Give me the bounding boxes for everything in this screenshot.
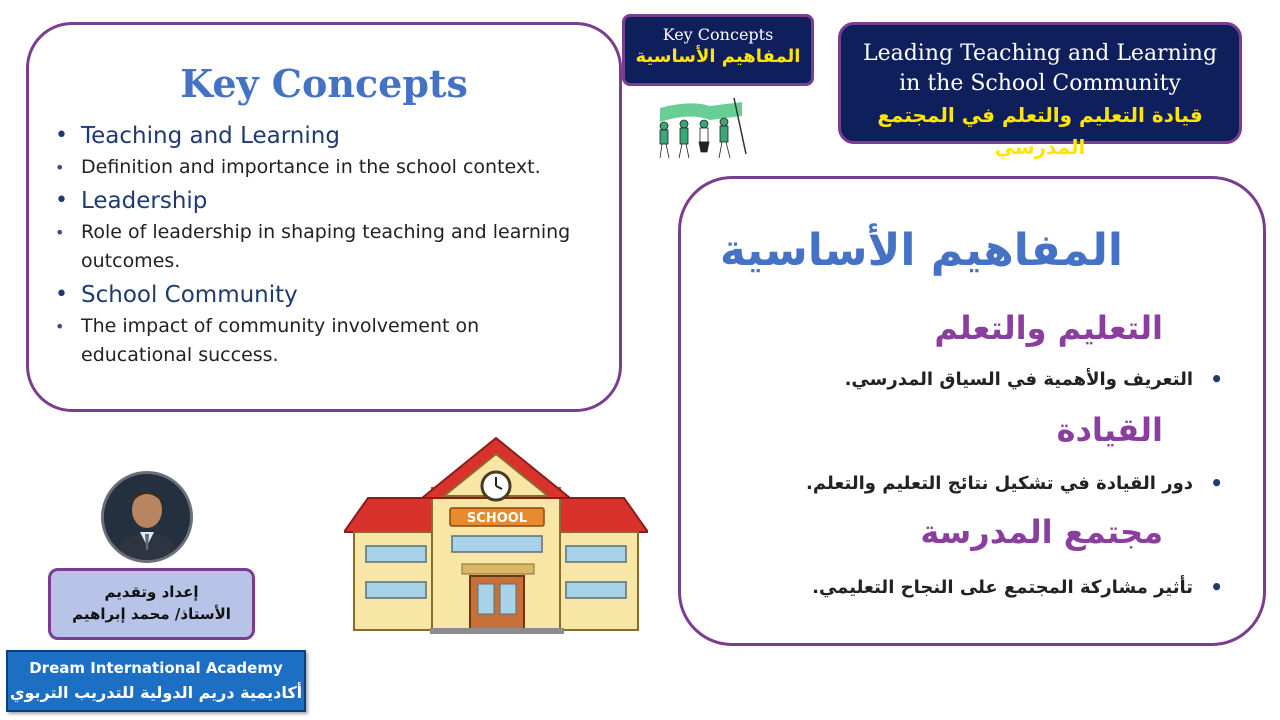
- title-arabic: قيادة التعليم والتعلم في المجتمع المدرسي: [877, 103, 1203, 159]
- title-english-line1: Leading Teaching and Learning: [862, 41, 1218, 66]
- lesson-title-box: [838, 22, 1242, 159]
- concept-detail-leadership-line2: outcomes.: [81, 250, 181, 272]
- concept-detail-teaching-learning: • Definition and importance in the school context.: [51, 153, 599, 182]
- team-walking-illustration: [650, 96, 750, 162]
- presenter-info-box: [48, 568, 255, 640]
- concept-heading-teaching-learning: • Teaching and Learning: [51, 121, 599, 151]
- concept-detail-leadership: [51, 218, 599, 276]
- arabic-concepts-panel: [678, 176, 1266, 646]
- academy-name-english: Dream International Academy: [29, 659, 283, 677]
- presenter-avatar: [101, 471, 193, 563]
- arabic-heading-school-community: مجتمع المدرسة: [920, 513, 1163, 551]
- english-concepts-list: [51, 117, 599, 370]
- arabic-detail-leadership: دور القيادة في تشكيل نتائج التعليم والتعلم. •: [806, 473, 1193, 494]
- school-building-illustration: [344, 436, 648, 636]
- arabic-panel-title: المفاهيم الأساسية: [719, 225, 1123, 276]
- key-concepts-badge: [622, 14, 814, 86]
- presenter-name: الأستاذ/ محمد إبراهيم: [72, 605, 231, 623]
- arabic-heading-teaching-learning: التعليم والتعلم: [934, 309, 1163, 347]
- badge-english-label: Key Concepts: [662, 25, 774, 44]
- person-icon: [104, 474, 190, 560]
- school-sign-text: SCHOOL: [466, 511, 528, 526]
- title-english-line2: in the School Community: [899, 71, 1181, 96]
- academy-name-arabic: أكاديمية دريم الدولية للتدريب التربوي: [9, 683, 303, 702]
- english-panel-title: Key Concepts: [180, 61, 468, 106]
- academy-banner: [6, 650, 306, 712]
- english-concepts-panel: [26, 22, 622, 412]
- presenter-role: إعداد وتقديم: [104, 583, 199, 601]
- concept-detail-school-community: [51, 312, 599, 370]
- concept-heading-school-community: • School Community: [51, 280, 599, 310]
- concept-detail-community-line2: educational success.: [81, 344, 279, 366]
- arabic-detail-teaching-learning: التعريف والأهمية في السياق المدرسي. •: [845, 369, 1193, 390]
- arabic-heading-leadership: القيادة: [1056, 411, 1163, 449]
- concept-detail-community-line1: The impact of community involvement on: [81, 315, 480, 337]
- concept-detail-leadership-line1: Role of leadership in shaping teaching and learning: [81, 221, 571, 243]
- arabic-detail-school-community: تأثير مشاركة المجتمع على النجاح التعليمي. •: [812, 577, 1193, 598]
- badge-arabic-label: المفاهيم الأساسية: [635, 46, 801, 67]
- concept-heading-leadership: • Leadership: [51, 186, 599, 216]
